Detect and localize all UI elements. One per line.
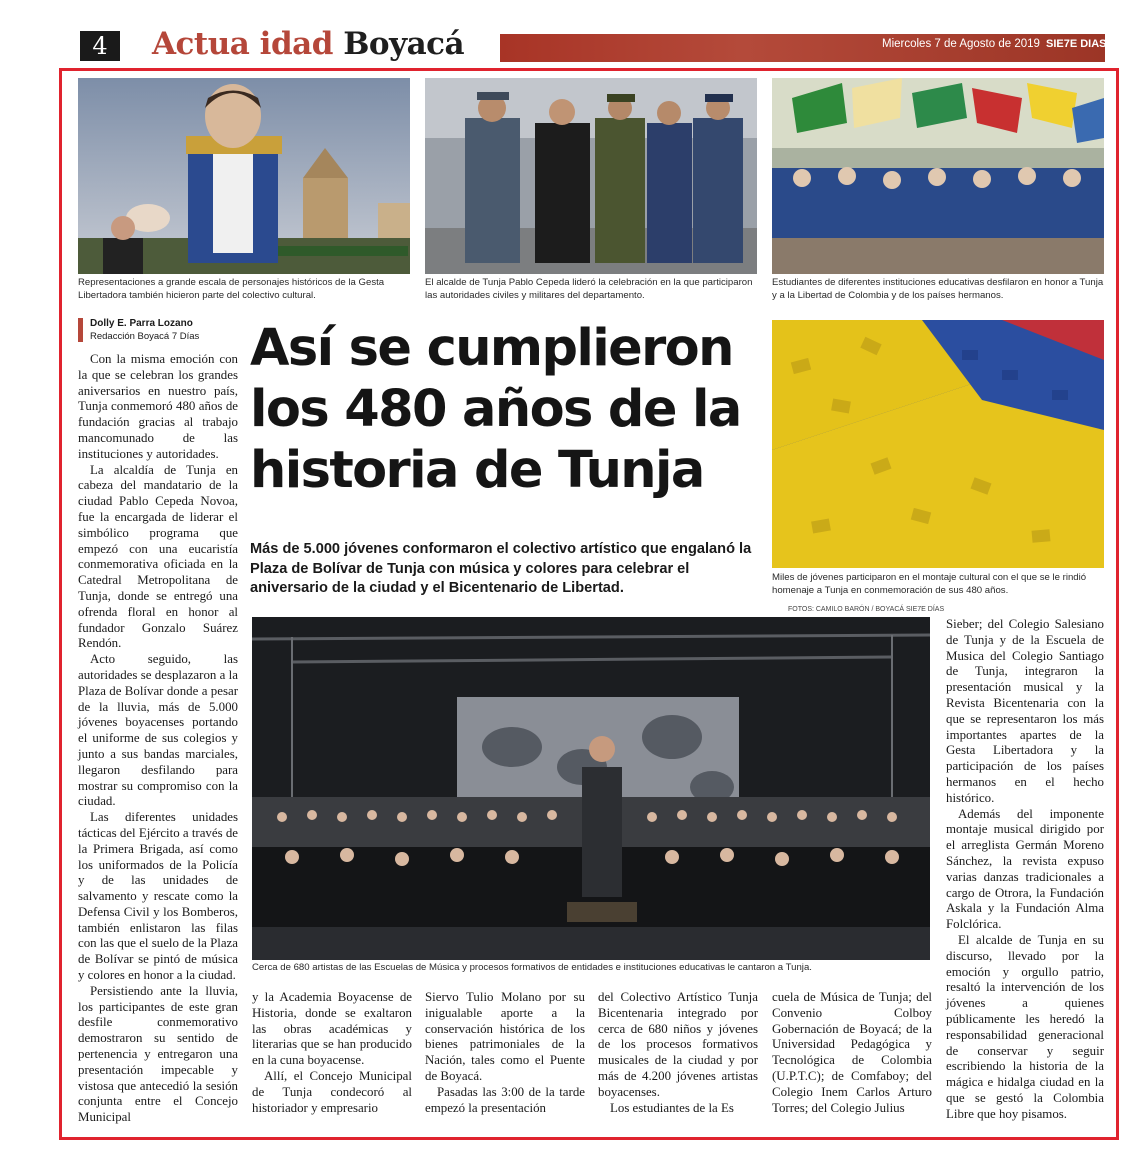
- body-column-4: [598, 990, 758, 1116]
- caption-orchestra: Cerca de 680 artistas de las Escuelas de Música y procesos formativos de entidades e instituciones educativas le cantaron a Tunja.: [252, 962, 812, 973]
- photo-montage: [772, 320, 1104, 568]
- brand-logo: SIE7E DIAS: [1046, 38, 1107, 50]
- caption-montage: Miles de jóvenes participaron en el montaje cultural con el que se le rindió homenaje a Tunja en conmemoración de sus 480 años.: [772, 572, 1087, 597]
- page-number: 4: [80, 31, 120, 61]
- body-column-2: [252, 990, 412, 1116]
- section-title-part2: Boyacá: [343, 26, 465, 62]
- paragraph: Siervo Tulio Molano por su inigualable aporte a la conservación histórica de los bienes patrimoniales de la Nación, tales como el Puente de Boyacá.: [425, 990, 585, 1083]
- paragraph: Persistiendo ante la lluvia, los participantes de este gran desfile conmemorativo demostraron su sentido de pertenencia y entregaron una presentación impecable y vistosa que antecedió la sesión conjunta entre el Concejo Municipal: [78, 983, 238, 1125]
- paragraph: Con la misma emoción con la que se celebran los grandes aniversarios en nuestro país, Tunja conmemoró 480 años de fundación gracias al trabajo mancomunado de las instituciones y autoridades.: [78, 352, 238, 461]
- photo-orchestra: [252, 617, 930, 960]
- paragraph: Acto seguido, las autoridades se desplazaron a la Plaza de Bolívar donde a pesar de la lluvia, más de 5.000 jóvenes boyacenses portando el uniforme de sus colegios y junto a sus bandas marciales, llegaron desfilando para mostrar su compromiso con la ciudad.: [78, 652, 238, 809]
- byline-org: Redacción Boyacá 7 Días: [90, 331, 200, 342]
- paragraph: Pasadas las 3:00 de la tarde empezó la presentación: [425, 1084, 585, 1115]
- byline-accent: [78, 318, 83, 342]
- headline: Así se cumplieron los 480 años de la historia de Tunja: [250, 319, 741, 500]
- caption-students: Estudiantes de diferentes instituciones educativas desfilaron en honor a Tunja y a la Libertad de Colombia y de los países hermanos.: [772, 277, 1104, 302]
- body-column-3: [425, 990, 585, 1116]
- paragraph: La alcaldía de Tunja en cabeza del mandatario de la ciudad Pablo Cepeda Novoa, fue la encargada de liderar el simbólico programa que empezó con una eucaristía conmemorativa oficiada en la Catedral Metropolitana de Tunja, donde se entregó una ofrenda floral en honor al fundador Gonzalo Suárez Rendón.: [78, 462, 238, 651]
- paragraph: cuela de Música de Tunja; del Convenio Colboy Gobernación de Boyacá; de la Universidad Pedagógica y Tecnológica de Colombia (U.P.T.C); de Comfaboy; del Colegio Inem Carlos Arturo Torres; del Colegio Julius: [772, 990, 932, 1115]
- paragraph: Las diferentes unidades tácticas del Ejército a través de la Primera Brigada, así como los uniformados de la Policía y de las unidades de salvamento y rescate como la Defensa Civil y los Bomberos, también enlistaron las filas con las que el suelo de la Plaza de Bolívar se pintó de música y colores en honor a la ciudad.: [78, 810, 238, 983]
- paragraph: y la Academia Boyacense de Historia, donde se exaltaron las obras académicas y literarias que se han producido en la cuna boyacense.: [252, 990, 412, 1068]
- paragraph: Los estudiantes de la Es: [610, 1100, 734, 1115]
- caption-officials: El alcalde de Tunja Pablo Cepeda lideró la celebración en la que participaron las autoridades civiles y militares del departamento.: [425, 277, 753, 302]
- photo-officials: [425, 78, 757, 274]
- body-column-1: [78, 352, 238, 1126]
- photo-bolivar: [78, 78, 410, 274]
- paragraph: Allí, el Concejo Municipal de Tunja condecoró al historiador y empresario: [252, 1068, 412, 1115]
- caption-bolivar: Representaciones a grande escala de personajes históricos de la Gesta Libertadora también hicieron parte del colectivo cultural.: [78, 277, 385, 302]
- issue-date: Miercoles 7 de Agosto de 2019: [882, 38, 1040, 50]
- byline-author: Dolly E. Parra Lozano: [90, 318, 193, 329]
- body-column-6: [946, 617, 1104, 1123]
- paragraph: Sieber; del Colegio Salesiano de Tunja y de la Escuela de Musica del Colegio Santiago de Tunja, integraron la presentación musical y la Revista Bicentenaria con la que se representaron los más importantes apartes de la Gesta Libertadora y la participación de los países hermanos en el hecho histórico.: [946, 617, 1104, 805]
- body-column-5: [772, 990, 932, 1116]
- paragraph: El alcalde de Tunja en su discurso, llevado por la emoción y orgullo patrio, resaltó la intervención de los jóvenes a quienes públicamente les heredó la responsabilidad generacional de conservar y seguir escribiendo la historia de la mágica e hidalga ciudad en la que se gestó la Colombia Libre que hoy pisamos.: [946, 932, 1104, 1121]
- paragraph: Además del imponente montaje musical dirigido por el arreglista Germán Moreno Sánchez, la revista expuso varias danzas tradicionales a cargo de Otrora, la Fundación Askala y la Fundación Alma Folclórica.: [946, 806, 1104, 932]
- section-title-part1: Actua idad: [152, 26, 333, 62]
- photo-credit: FOTOS: CAMILO BARÓN / BOYACÁ SIE7E DÍAS: [788, 606, 945, 613]
- deck: Más de 5.000 jóvenes conformaron el colectivo artístico que engalanó la Plaza de Bolívar de Tunja con música y colores para celebrar el aniversario de la ciudad y el Bicentenario de Libertad.: [250, 541, 752, 596]
- photo-students: [772, 78, 1104, 274]
- section-title: [152, 26, 464, 62]
- paragraph: del Colectivo Artístico Tunja Bicentenaria integrado por cerca de 680 niños y jóvenes de los procesos formativos musicales de la ciudad y por más de 4.200 jóvenes artistas boyacenses.: [598, 990, 758, 1099]
